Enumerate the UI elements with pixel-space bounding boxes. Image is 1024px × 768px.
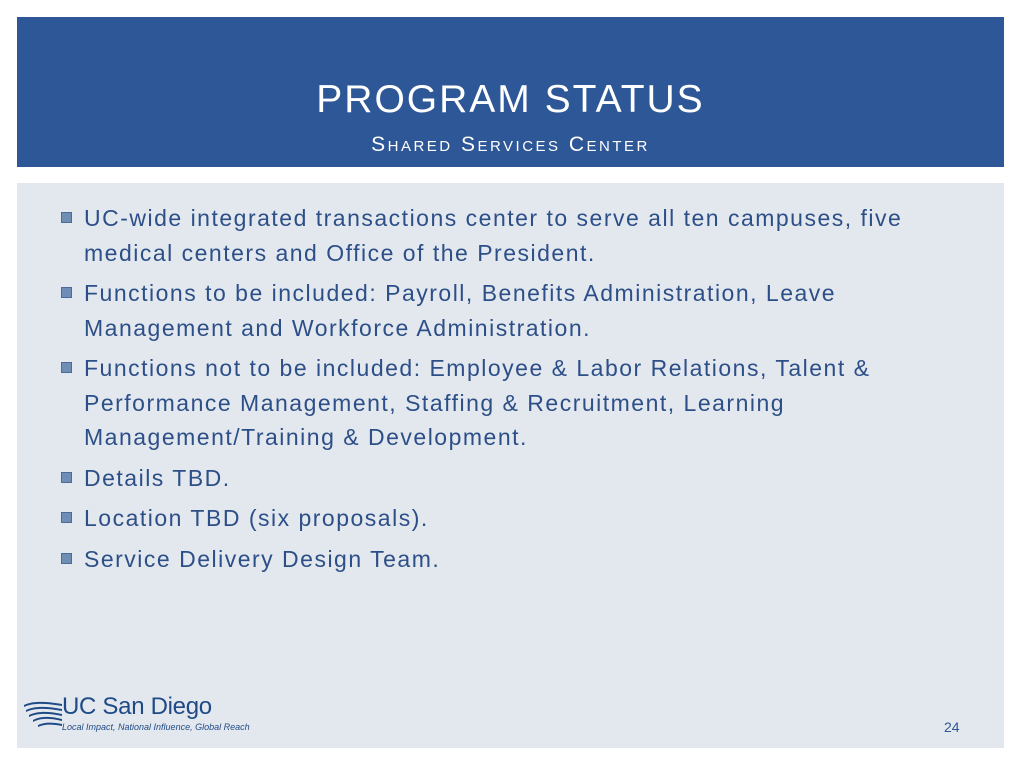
- square-bullet-icon: [61, 212, 72, 223]
- slide-title: PROGRAM STATUS: [316, 78, 705, 121]
- square-bullet-icon: [61, 287, 72, 298]
- square-bullet-icon: [61, 553, 72, 564]
- bullet-text: Functions to be included: Payroll, Benefits Administration, Leave Management and Workforce Administration.: [84, 280, 837, 341]
- bullet-text: Details TBD.: [84, 464, 231, 491]
- bullet-list: [61, 201, 981, 582]
- bullet-text: Location TBD (six proposals).: [84, 505, 429, 531]
- logo-name: UC San Diego: [62, 693, 212, 720]
- bullet-item: [61, 276, 981, 345]
- bullet-item: [61, 351, 981, 455]
- uc-san-diego-wave-icon: [22, 697, 64, 727]
- bullet-item: [61, 501, 981, 536]
- square-bullet-icon: [61, 512, 72, 523]
- page-number: 24: [944, 719, 960, 735]
- bullet-text: Service Delivery Design Team.: [84, 545, 441, 572]
- title-band: [17, 17, 1004, 167]
- bullet-item: [61, 201, 981, 270]
- content-panel: [17, 183, 1004, 748]
- bullet-item: [61, 461, 981, 496]
- logo-tagline: Local Impact, National Influence, Global Reach: [62, 722, 250, 732]
- slide-subtitle: Shared Services Center: [371, 133, 650, 156]
- square-bullet-icon: [61, 362, 72, 373]
- bullet-text: UC-wide integrated transactions center to serve all ten campuses, five medical centers and Office of the President.: [84, 205, 903, 266]
- bullet-text: Functions not to be included: Employee & Labor Relations, Talent & Performance Management, Staffing & Recruitment, Learning Management/Training & Development.: [84, 355, 871, 450]
- square-bullet-icon: [61, 472, 72, 483]
- uc-san-diego-logo: [22, 693, 262, 737]
- bullet-item: [61, 542, 981, 577]
